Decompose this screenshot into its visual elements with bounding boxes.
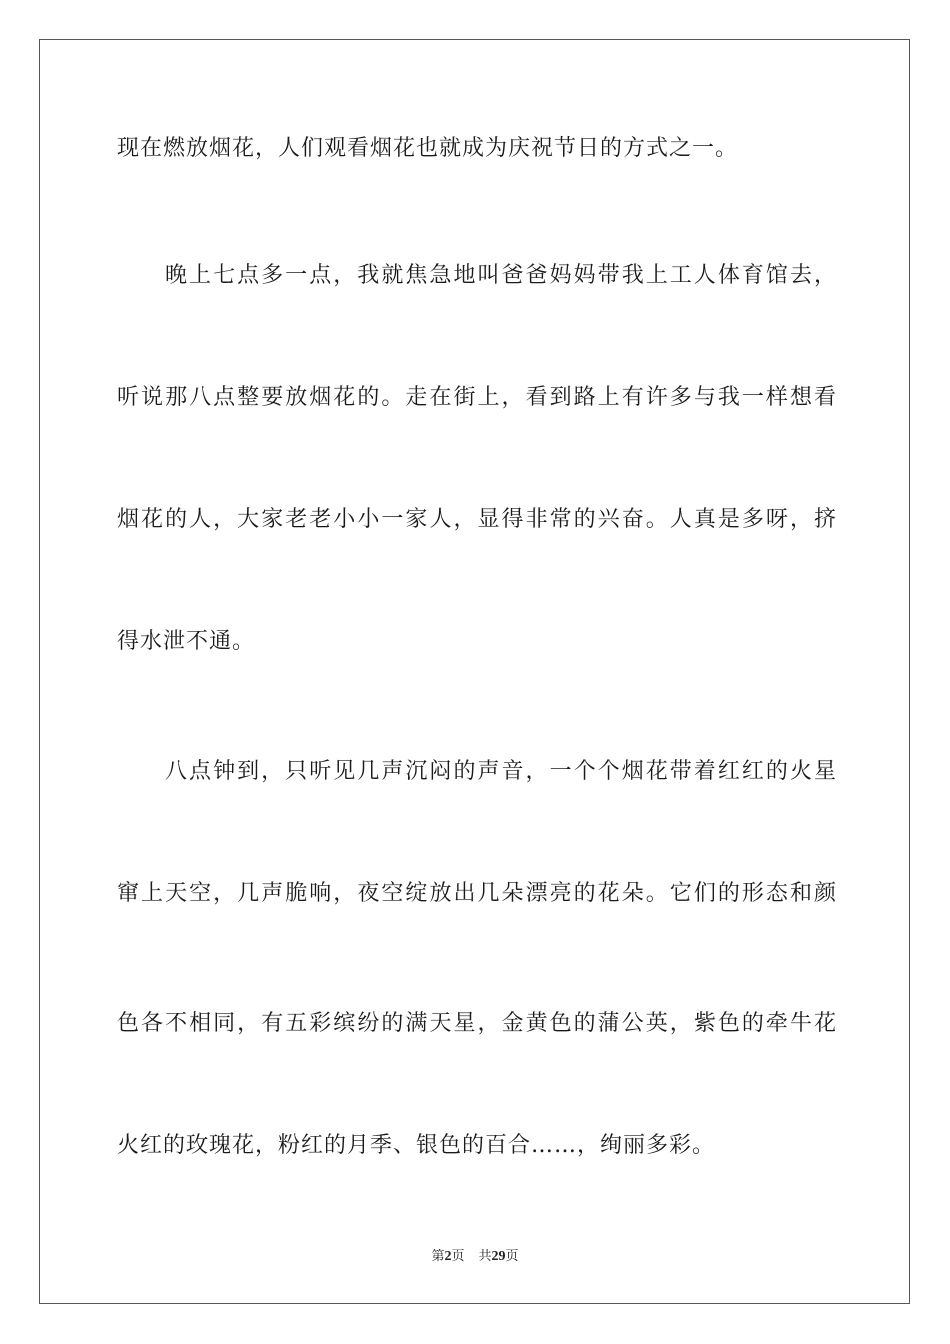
page-footer	[0, 1248, 950, 1266]
text-line-3: 听说那八点整要放烟花的。走在街上，看到路上有许多与我一样想看	[117, 385, 837, 410]
page-frame	[39, 39, 910, 1304]
footer-page-suffix: 页	[451, 1249, 465, 1264]
text-line-6: 八点钟到，只听见几声沉闷的声音，一个个烟花带着红红的火星	[165, 759, 837, 784]
text-line-1: 现在燃放烟花，人们观看烟花也就成为庆祝节日的方式之一。	[117, 136, 739, 161]
footer-page-prefix: 第	[431, 1249, 445, 1264]
text-line-8: 色各不相同，有五彩缤纷的满天星，金黄色的蒲公英，紫色的牵牛花	[117, 1011, 837, 1036]
footer-page-total: 29	[491, 1249, 506, 1264]
text-line-7: 窜上天空，几声脆响，夜空绽放出几朵漂亮的花朵。它们的形态和颜	[117, 881, 837, 906]
footer-total-prefix: 共	[478, 1249, 492, 1264]
text-line-4: 烟花的人，大家老老小小一家人，显得非常的兴奋。人真是多呀，挤	[117, 507, 837, 532]
text-line-9: 火红的玫瑰花，粉红的月季、银色的百合……，绚丽多彩。	[117, 1133, 716, 1158]
footer-total-suffix: 页	[505, 1249, 519, 1264]
text-line-2: 晚上七点多一点，我就焦急地叫爸爸妈妈带我上工人体育馆去，	[165, 263, 837, 288]
text-line-5: 得水泄不通。	[117, 629, 256, 654]
footer-page-current: 2	[444, 1249, 452, 1264]
